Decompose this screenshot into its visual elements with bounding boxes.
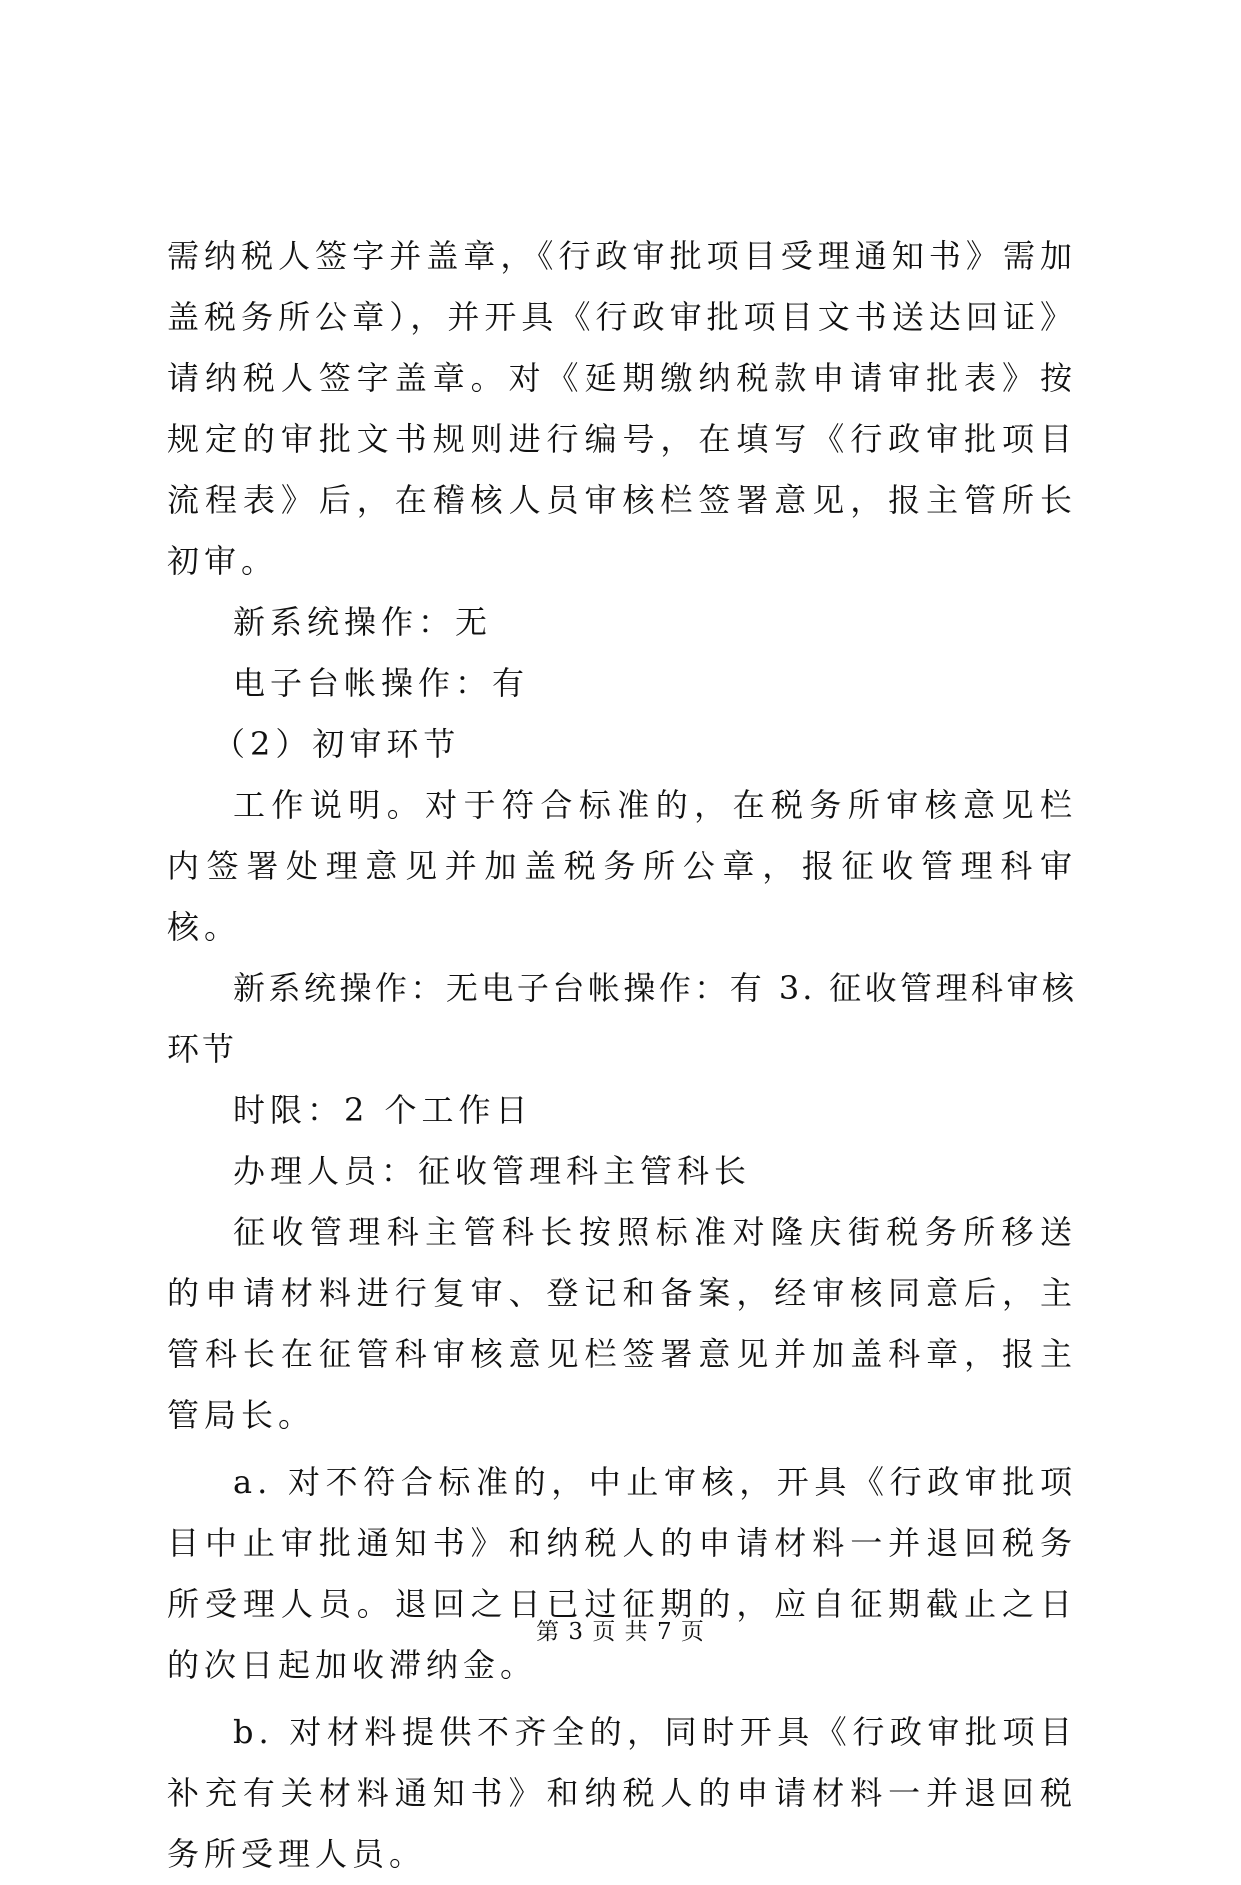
paragraph-time-limit: 时限：2 个工作日	[233, 1091, 533, 1129]
paragraph-new-system-op: 新系统操作：无	[233, 603, 493, 641]
paragraph-item-a: a. 对不符合标准的，中止审核，开具《行政审批项目中止审批通知书》和纳税人的申请材料一并退回税务所受理人员。退回之日已过征期的，应自征期截止之日的次日起加收滞纳金。	[167, 1463, 1077, 1684]
paragraph-operations-and-step3: 新系统操作：无电子台帐操作：有 3. 征收管理科审核环节	[167, 969, 1077, 1068]
section-heading-initial-review: （2）初审环节	[213, 725, 461, 763]
paragraph-review-process: 征收管理科主管科长按照标准对隆庆街税务所移送的申请材料进行复审、登记和备案，经审核同意后，主管科长在征管科审核意见栏签署意见并加盖科章，报主管局长。	[167, 1213, 1077, 1434]
paragraph-handler: 办理人员：征收管理科主管科长	[233, 1152, 752, 1190]
paragraph-continuation: 需纳税人签字并盖章，《行政审批项目受理通知书》需加盖税务所公章），并开具《行政审批项目文书送达回证》请纳税人签字盖章。对《延期缴纳税款申请审批表》按规定的审批文书规则进行编号，在填写《行政审批项目流程表》后，在稽核人员审核栏签署意见，报主管所长初审。	[167, 237, 1077, 580]
paragraph-item-b: b. 对材料提供不齐全的，同时开具《行政审批项目补充有关材料通知书》和纳税人的申请材料一并退回税务所受理人员。	[167, 1713, 1077, 1873]
paragraph-work-description: 工作说明。对于符合标准的，在税务所审核意见栏内签署处理意见并加盖税务所公章，报征收管理科审核。	[167, 786, 1077, 946]
page-number-footer: 第 3 页 共 7 页	[536, 1619, 705, 1645]
paragraph-e-ledger-op: 电子台帐操作：有	[233, 664, 530, 702]
